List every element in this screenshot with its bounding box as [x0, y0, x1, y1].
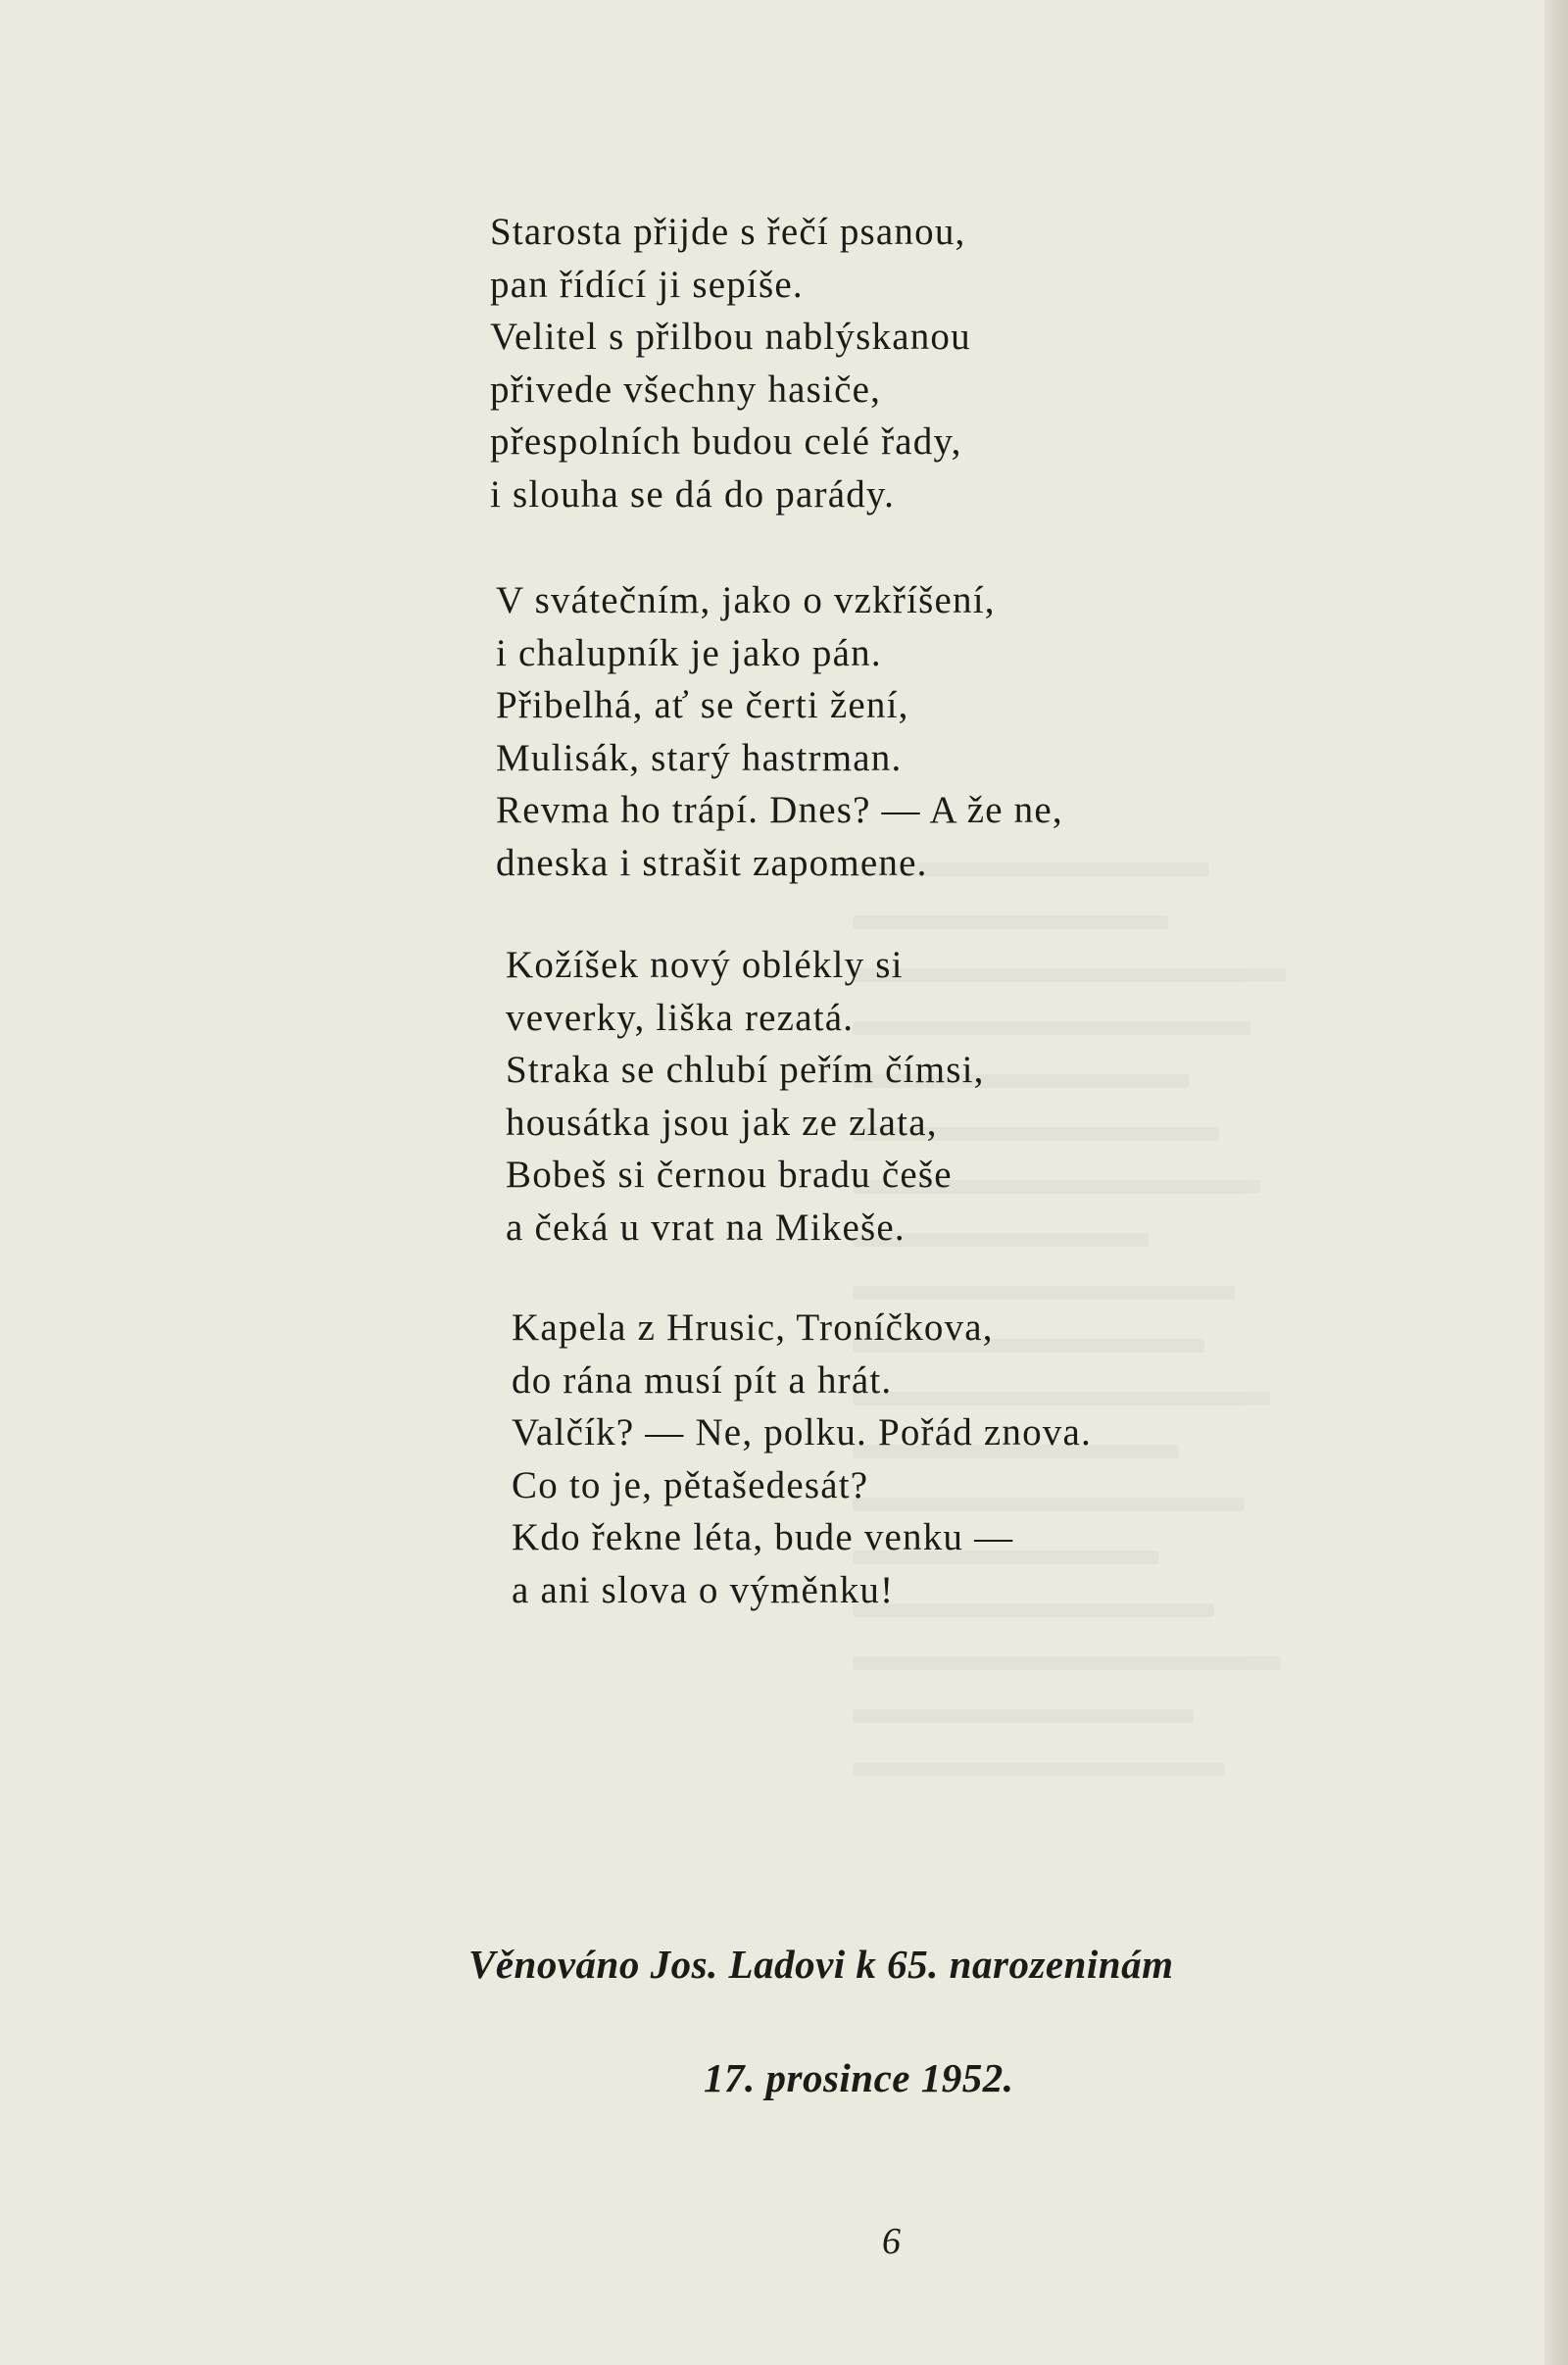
poem-line: do rána musí pít a hrát.	[512, 1358, 893, 1402]
poem-line: Mulisák, starý hastrman.	[496, 736, 903, 779]
poem-line: Straka se chlubí peřím čímsi,	[506, 1049, 985, 1091]
poem	[490, 206, 1294, 1611]
poem-line: Kapela z Hrusic, Troníčkova,	[512, 1306, 994, 1349]
poem-line: veverky, liška rezatá.	[506, 996, 855, 1039]
poem-line: a čeká u vrat na Mikeše.	[506, 1206, 906, 1249]
poem-line: i chalupník je jako pán.	[496, 631, 882, 674]
poem-line: Přibelhá, ať se čerti žení,	[496, 684, 909, 726]
poem-stanza	[496, 574, 1063, 889]
poem-line: Co to je, pětašedesát?	[512, 1463, 869, 1506]
poem-line: Bobeš si černou bradu češe	[506, 1154, 953, 1196]
dedication-date: 17. prosince 1952.	[704, 2055, 1014, 2100]
poem-stanza	[512, 1302, 1092, 1616]
poem-line: přespolních budou celé řady,	[490, 420, 962, 463]
poem-line: housátka jsou jak ze zlata,	[506, 1101, 938, 1144]
poem-line: Velitel s přilbou nablýskanou	[490, 316, 971, 358]
poem-line: Starosta přijde s řečí psanou,	[490, 211, 966, 253]
poem-line: Valčík? — Ne, polku. Pořád znova.	[512, 1411, 1092, 1453]
dedication: Věnováno Jos. Ladovi k 65. narozeninám	[468, 1942, 1174, 1987]
poem-line: i slouha se dá do parády.	[490, 472, 896, 516]
poem-line: dneska i strašit zapomene.	[496, 841, 928, 884]
poem-stanza	[506, 939, 985, 1254]
poem-stanza	[490, 206, 1294, 520]
poem-line: V svátečním, jako o vzkříšení,	[496, 579, 996, 621]
poem-line: Kožíšek nový oblékly si	[506, 944, 904, 986]
poem-line: přivede všechny hasiče,	[490, 368, 882, 411]
poem-line: a ani slova o výměnku!	[512, 1568, 895, 1611]
page-number: 6	[882, 2221, 901, 2262]
poem-line: pan řídící ji sepíše.	[490, 263, 804, 306]
page-edge-shadow	[1544, 0, 1568, 2365]
poem-line: Revma ho trápí. Dnes? — A že ne,	[496, 789, 1063, 831]
poem-line: Kdo řekne léta, bude venku —	[512, 1516, 1014, 1558]
